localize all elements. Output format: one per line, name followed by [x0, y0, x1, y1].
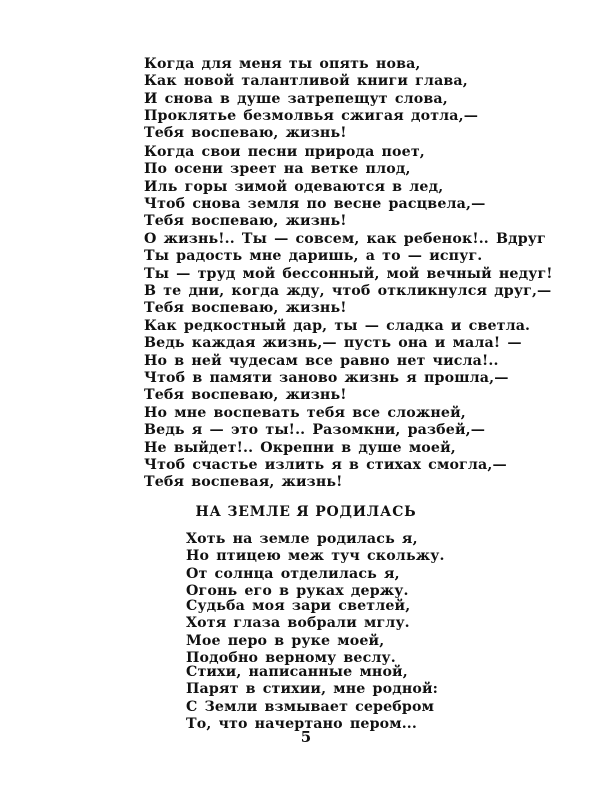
verse-line: Хоть на земле родилась я,: [186, 531, 418, 547]
page-number: 5: [300, 728, 312, 746]
poem1-stanza-2: [144, 144, 485, 230]
verse-line: То, что начертано пером...: [186, 715, 417, 732]
verse-line: Чтоб счастье излить я в стихах смогла,—: [144, 456, 507, 473]
verse-line: Судьба моя зари светлей,: [186, 598, 411, 614]
verse-line: Тебя воспеваю, жизнь!: [144, 300, 347, 317]
verse-line: По осени зреет на ветке плод,: [144, 161, 411, 178]
verse-line: Ведь я — это ты!.. Разомкни, разбей,—: [144, 422, 486, 439]
verse-line: Когда свои песни природа поет,: [144, 144, 425, 160]
verse-line: Стихи, написанные мной,: [186, 664, 408, 680]
verse-line: Огонь его в руках держу.: [186, 582, 409, 599]
verse-line: Подобно верному веслу.: [186, 649, 396, 666]
verse-line: И снова в душе затрепещут слова,: [144, 90, 448, 107]
verse-line: Тебя воспеваю, жизнь!: [144, 125, 347, 142]
poem1-stanza-4: [144, 318, 530, 404]
verse-line: Но мне воспевать тебя все сложней,: [144, 405, 466, 421]
verse-line: Когда для меня ты опять нова,: [144, 56, 421, 72]
verse-line: Ведь каждая жизнь,— пусть она и мала! —: [144, 335, 522, 352]
verse-line: О жизнь!.. Ты — совсем, как ребенок!.. Вдруг: [144, 231, 546, 247]
verse-line: Тебя воспевая, жизнь!: [144, 474, 343, 491]
verse-line: С Земли взмывает серебром: [186, 698, 435, 715]
verse-line: Тебя воспеваю, жизнь!: [144, 213, 347, 230]
verse-line: В те дни, когда жду, чтоб откликнулся друг,—: [144, 282, 552, 299]
poem1-stanza-3: [144, 231, 553, 317]
verse-line: Проклятье безмолвья сжигая дотла,—: [144, 107, 479, 124]
verse-line: Парят в стихии, мне родной:: [186, 681, 439, 698]
verse-line: Не выйдет!.. Окрепни в душе моей,: [144, 439, 456, 456]
poem2-stanza-2: [186, 598, 410, 667]
verse-line: Но птицею меж туч скольжу.: [186, 548, 445, 565]
verse-line: Но в ней чудесам все равно нет числа!..: [144, 352, 499, 369]
verse-line: Ты радость мне даришь, а то — испуг.: [144, 248, 483, 265]
verse-line: Мое перо в руке моей,: [186, 632, 385, 649]
verse-line: Как новой талантливой книги глава,: [144, 73, 468, 90]
verse-line: Иль горы зимой одеваются в лед,: [144, 178, 444, 195]
verse-line: Чтоб снова земля по весне расцвела,—: [144, 195, 486, 212]
verse-line: Как редкостный дар, ты — сладка и светла.: [144, 318, 531, 334]
poem2-stanza-3: [186, 664, 438, 733]
poem1-stanza-1: [144, 56, 478, 142]
verse-line: Хотя глаза вобрали мглу.: [186, 615, 410, 632]
verse-line: Ты — труд мой бессонный, мой вечный недуг!: [144, 265, 553, 282]
verse-line: От солнца отделилась я,: [186, 565, 400, 582]
poem1-stanza-5: [144, 405, 507, 491]
verse-line: Чтоб в памяти заново жизнь я прошла,—: [144, 369, 509, 386]
poem2-stanza-1: [186, 531, 445, 600]
verse-line: Тебя воспеваю, жизнь!: [144, 387, 347, 404]
poem-title: НА ЗЕМЛЕ Я РОДИЛАСЬ: [195, 504, 417, 520]
